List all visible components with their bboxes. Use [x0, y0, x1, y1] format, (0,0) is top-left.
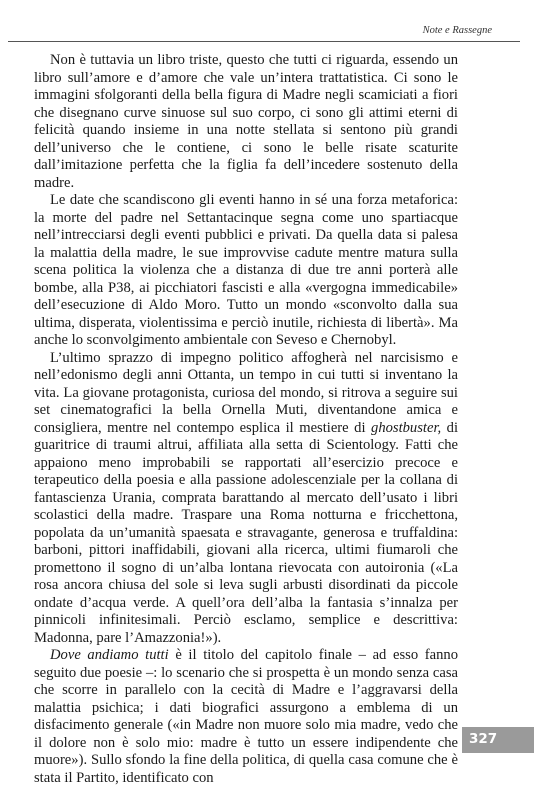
text-run: L’ultimo sprazzo di impegno politico affogherà nel narcisismo e nell’edonismo degli anni Ottanta, un tempo in cui tutti si inventano la vita. La giovane protagonista, curiosa del mondo, si ritrova a seguire sui set cinematografici la bella Ornella Muti, diventandone amica e consigliera, mentre nel contempo esplica il mestiere di — [34, 349, 458, 436]
header-rule — [8, 41, 520, 42]
text-run: Non è tuttavia un libro triste, questo che tutti ci riguarda, essendo un libro sull’amore e d’amore che vale un’intera trattatistica. Ci sono le immagini sfolgoranti della bella figura di Madre negli scamiciati a fiori che disegnano curve sinuose sul suo corpo, ci sono gli attimi eterni di felicità quando insieme in una notte stellata si sentono più grandi dell’universo che le contiene, ci sono le belle risate scaturite dall’imitazione perfetta che la figlia fa dell’incedere sostenuto della madre. — [34, 52, 458, 191]
italic-text: Dove andiamo tutti — [50, 647, 169, 663]
paragraph — [34, 192, 458, 350]
paragraph — [34, 647, 458, 787]
paragraph — [34, 350, 458, 648]
text-run: è il titolo del capitolo finale – ad esso fanno seguito due poesie –: lo scenario che si prospetta è un mondo senza casa che scorre in parallelo con la cecità di Madre e l’aggravarsi della malattia psichica; i dati biografici assurgono a emblema di un disfacimento generale («in Madre non muore solo mia madre, vedo che il dolore non è solo mio: madre è tutto un essere indipendente che muore»). Sullo sfondo la fine della politica, di quella casa comune che è stata il Partito, identificato con — [34, 647, 458, 786]
text-run: di guaritrice di traumi altrui, affiliata alla setta di Scientology. Fatti che appaiono meno improbabili se rapportati all’esercizio precoce e terapeutico della poesia e alla passione adolescenziale per la collana di fantascienza Urania, comprata barattando al mercato dell’usato i libri scolastici della madre. Traspare una Roma notturna e fricchettona, popolata da un’umanità spaesata e stravagante, generosa e truffaldina: barboni, pittori inaffidabili, giovani alla ricerca, ultimi fiumaroli che promettono il sogno di un’alba lontana rievocata con autoironia («La rosa ancora chiusa del sole si leva sugli arbusti disordinati da piccole ondate d’acqua verde. A quell’ora dell’alba la fantasia s’innalza per pinnicoli infinitesimali. Perciò esclamo, semplice e descrittiva: Madonna, pare l’Amazzonia!»). — [34, 419, 459, 646]
page-number-tab — [462, 727, 534, 753]
text-run: Le date che scandiscono gli eventi hanno in sé una forza metaforica: la morte del padre nel Settantacinque segna come uno spartiacque nell’intrecciarsi degli eventi pubblici e privati. Da quella data si palesa la malattia della madre, le sue improvvise cadute mentre matura sulla scena politica la violenza che a distanza di due tre anni porterà alle bombe, alla P38, ai picchiatori fascisti e alla «vergogna immedicabile» dell’esecuzione di Aldo Moro. Tutto un mondo «sconvolto dalla sua ultima, disperata, violentissima e perciò inutile, richiesta di libertà». Ma anche lo sconvolgimento ambientale con Seveso e Chernobyl. — [34, 192, 458, 348]
running-head: Note e Rassegne — [419, 25, 492, 36]
body-text — [34, 52, 458, 787]
paragraph — [34, 52, 458, 192]
italic-text: ghostbuster, — [371, 419, 442, 436]
page-number: 327 — [469, 731, 498, 747]
